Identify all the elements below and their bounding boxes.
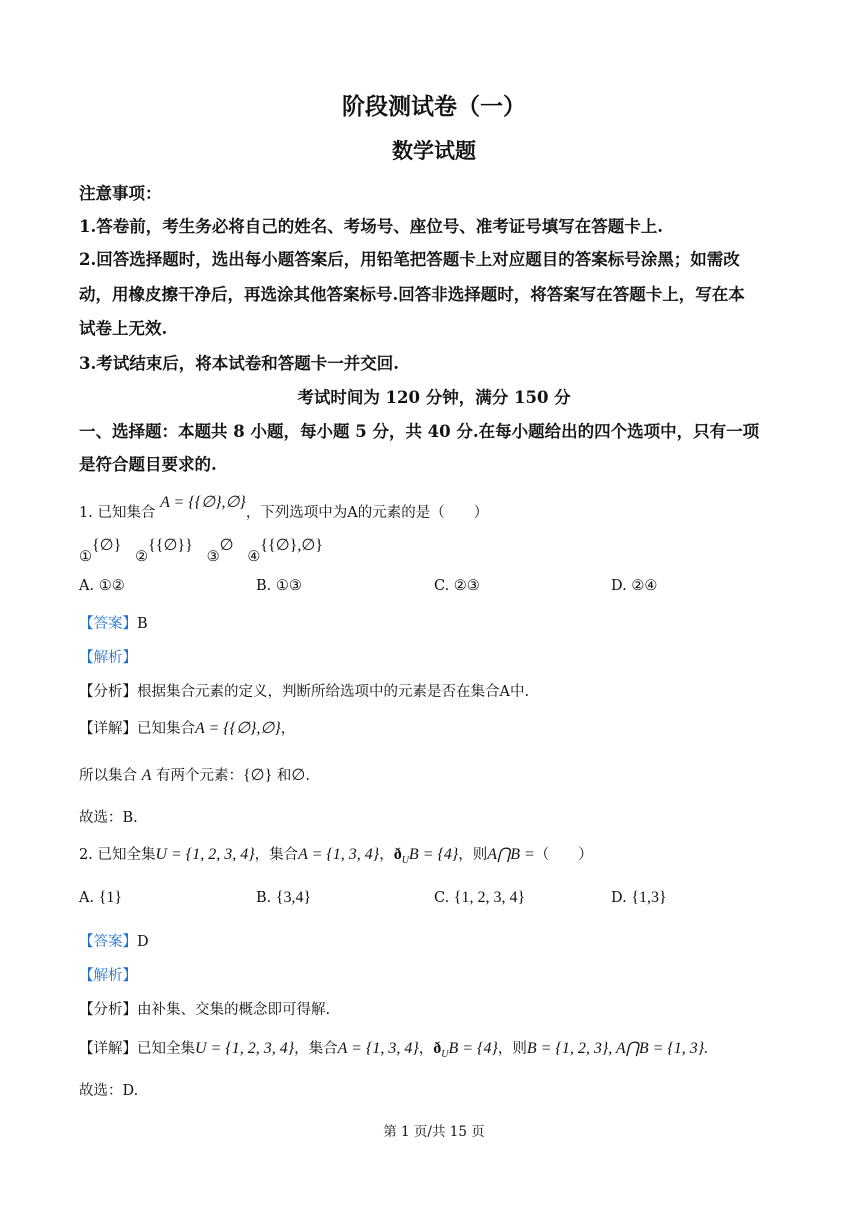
q2-xj-complement-subscript: U xyxy=(441,1048,449,1060)
complement-subscript: U xyxy=(401,854,409,866)
question-1-prefix: 1. 已知集合 xyxy=(79,505,156,521)
q2-answer xyxy=(79,930,149,951)
question-2: 2. 已知全集U = {1, 2, 3, 4}，集合A = {1, 3, 4}，$ð_UB = \{4\}$，则A⋂B =（ ） xyxy=(79,846,593,866)
line2-end: . xyxy=(305,768,310,784)
answer-tag: 【答案】 xyxy=(79,616,137,632)
item-3-value: ∅ xyxy=(219,537,234,554)
line2-element-2: ∅ xyxy=(291,767,306,784)
xiangjie-set: A = {{∅},∅} xyxy=(195,720,281,737)
q2-mid-1: ，集合 xyxy=(254,847,299,863)
q2-xiangjie: 【详解】已知全集U = {1, 2, 3, 4}，集合A = {1, 3, 4}，$ð_UB = \{4\}$，则B = {1, 2, 3}, A⋂B = {1, 3}. xyxy=(79,1040,709,1060)
q2-option-c-label: C. xyxy=(434,890,450,906)
q2-answer-tag: 【答案】 xyxy=(79,934,137,950)
q2-xj-mid-1: ，集合 xyxy=(294,1041,338,1057)
q2-fenxi: 【分析】由补集、交集的概念即可得解. xyxy=(79,1002,331,1018)
line2-set-a: A xyxy=(141,767,152,784)
item-4-marker: ④ xyxy=(247,549,261,565)
q2-xj-set-a: A = {1, 3, 4} xyxy=(337,1040,419,1057)
q1-option-a: A. ①② xyxy=(79,578,125,594)
q1-option-c: C. ②③ xyxy=(434,578,480,594)
q2-xj-universal-set: U = {1, 2, 3, 4} xyxy=(195,1040,295,1057)
notice-item-1: 1.答卷前，考生务必将自己的姓名、考场号、座位号、准考证号填写在答题卡上. xyxy=(79,217,663,236)
q1-option-b: B. ①③ xyxy=(256,578,302,594)
q2-xj-complement-b: B = {4} xyxy=(448,1040,498,1057)
question-1-items xyxy=(79,537,323,565)
item-2-value: {{∅}} xyxy=(148,537,193,554)
q2-option-d xyxy=(611,889,667,907)
xiangjie-suffix: ， xyxy=(280,721,296,737)
q2-universal-set: U = {1, 2, 3, 4} xyxy=(155,846,255,863)
q2-answer-value: D xyxy=(137,934,149,950)
q2-conclusion: 故选：D. xyxy=(79,1083,139,1099)
q2-option-b xyxy=(256,889,311,907)
page-subtitle: 数学试题 xyxy=(392,138,476,163)
q2-option-d-label: D. xyxy=(611,890,627,906)
notice-item-2-line-3: 试卷上无效. xyxy=(79,319,168,338)
item-1-value: {∅} xyxy=(92,537,122,554)
item-2-marker: ② xyxy=(135,549,149,565)
q2-option-b-label: B. xyxy=(256,890,272,906)
complement-symbol: ð xyxy=(393,846,402,863)
q2-mid-2: ，则 xyxy=(458,847,488,863)
q2-intersection: A⋂B = xyxy=(487,846,535,863)
section-1-line-2: 是符合题目要求的. xyxy=(79,455,217,474)
q1-answer xyxy=(79,612,148,633)
question-1-suffix: ，下列选项中为A的元素的是（ ） xyxy=(245,505,489,521)
q2-option-d-value: {1,3} xyxy=(631,889,667,906)
q2-xj-prefix: 【详解】已知全集 xyxy=(79,1041,195,1057)
question-1-set: A = {{∅},∅} xyxy=(160,494,246,511)
q2-option-a xyxy=(79,889,122,907)
q2-analysis-tag: 【解析】 xyxy=(79,968,137,984)
notice-item-2-line-2: 动，用橡皮擦干净后，再选涂其他答案标号.回答非选择题时，将答案写在答题卡上，写在本 xyxy=(79,285,745,304)
line2-mid: 有两个元素： xyxy=(156,768,243,784)
q2-xj-result: B = {1, 2, 3}, A⋂B = {1, 3}. xyxy=(526,1040,709,1057)
q2-set-a: A = {1, 3, 4} xyxy=(298,846,380,863)
q1-xiangjie xyxy=(79,717,295,738)
notice-item-2-line-1: 2.回答选择题时，选出每小题答案后，用铅笔把答题卡上对应题目的答案标号涂黑；如需改 xyxy=(79,250,740,269)
item-4-value: {{∅},∅} xyxy=(260,537,323,554)
notice-item-3: 3.考试结束后，将本试卷和答题卡一并交回. xyxy=(79,354,399,373)
xiangjie-prefix: 【详解】已知集合 xyxy=(79,721,195,737)
q2-option-c xyxy=(434,889,525,907)
page-footer: 第 1 页/共 15 页 xyxy=(383,1124,485,1140)
q1-analysis-tag: 【解析】 xyxy=(79,650,137,666)
q2-xj-mid-2: ，则 xyxy=(497,1041,527,1057)
line2-prefix: 所以集合 xyxy=(79,768,137,784)
q2-xj-complement-symbol: ð xyxy=(433,1040,442,1057)
answer-value: B xyxy=(137,616,148,632)
q2-complement-b: B = {4} xyxy=(408,846,459,863)
item-3-marker: ③ xyxy=(206,549,220,565)
q1-conclusion: 故选：B. xyxy=(79,810,138,826)
exam-time: 考试时间为 120 分钟，满分 150 分 xyxy=(297,388,571,407)
q1-option-d: D. ②④ xyxy=(611,578,658,594)
section-1-line-1: 一、选择题：本题共 8 小题，每小题 5 分，共 40 分.在每小题给出的四个选项中，只有一项 xyxy=(79,422,760,441)
question-1 xyxy=(79,494,489,522)
q2-tail: （ ） xyxy=(534,847,593,863)
q2-option-b-value: {3,4} xyxy=(275,889,312,906)
page-title: 阶段测试卷（一） xyxy=(342,93,526,120)
line2-and: 和 xyxy=(276,768,292,784)
item-1-marker: ① xyxy=(79,549,92,565)
notice-heading: 注意事项： xyxy=(79,184,162,203)
q2-option-a-value: {1} xyxy=(98,889,123,906)
q2-prefix: 2. 已知全集 xyxy=(79,847,156,863)
q2-option-c-value: {1, 2, 3, 4} xyxy=(453,889,526,906)
q1-fenxi: 【分析】根据集合元素的定义，判断所给选项中的元素是否在集合A中. xyxy=(79,684,530,700)
line2-element-1: {∅} xyxy=(243,767,273,784)
q2-option-a-label: A. xyxy=(79,890,95,906)
q1-line-2 xyxy=(79,764,310,785)
